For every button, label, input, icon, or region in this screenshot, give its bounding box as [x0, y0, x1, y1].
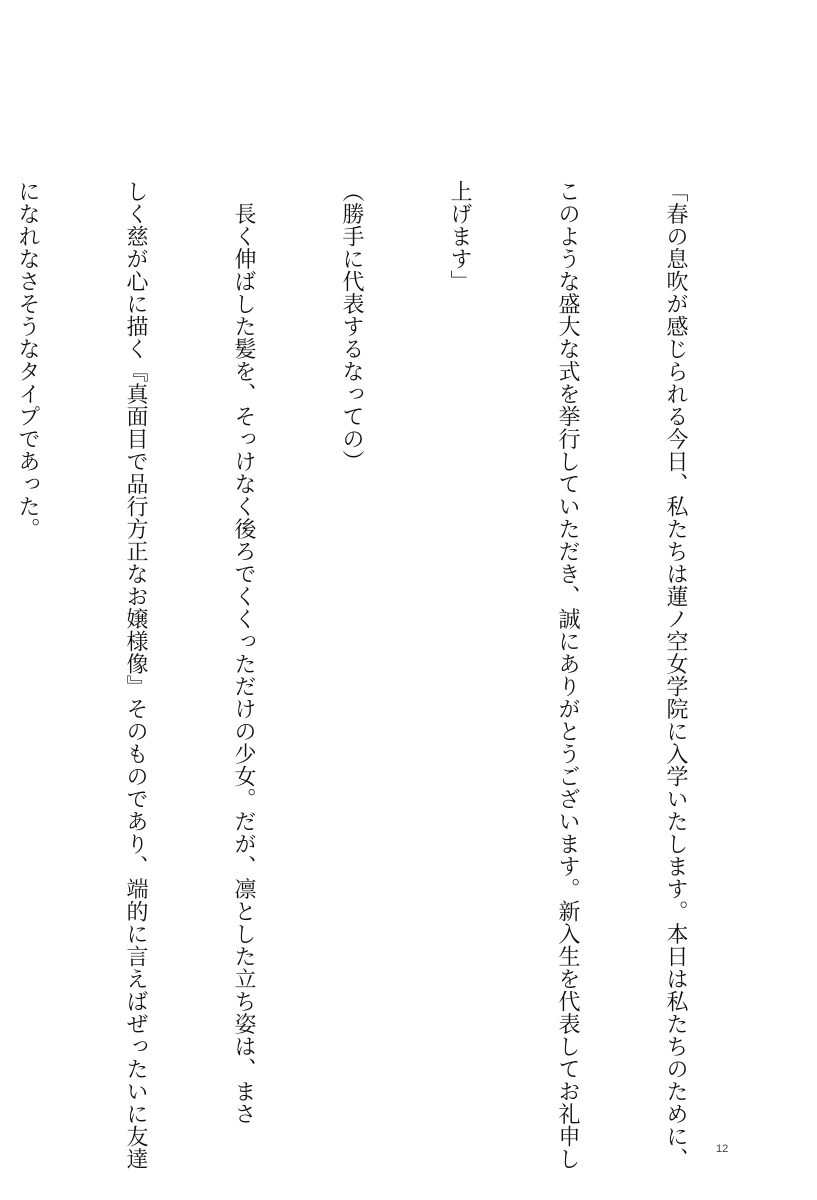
text-line: 上げます」: [447, 180, 472, 293]
page-number: 12: [716, 1143, 729, 1155]
text-line: しく慈が心に描く『真面目で品行方正なお嬢様像』そのものであり、端的に言えばぜったいに友達: [123, 180, 148, 1170]
text-line: （勝手に代表するなっての）: [339, 180, 364, 473]
text-line: 長く伸ばした髪を、そっけなく後ろでくくっただけの少女。だが、凛とした立ち姿は、まさ: [231, 180, 256, 1125]
text-line: このような盛大な式を挙行していただき、誠にありがとうございます。新入生を代表してお礼申し: [555, 180, 580, 1170]
text-line: になれなさそうなタイプであった。: [15, 180, 40, 540]
text-line: 「春の息吹が感じられる今日、私たちは蓮ノ空女学院に入学いたします。本日は私たちのために、: [663, 180, 688, 1170]
